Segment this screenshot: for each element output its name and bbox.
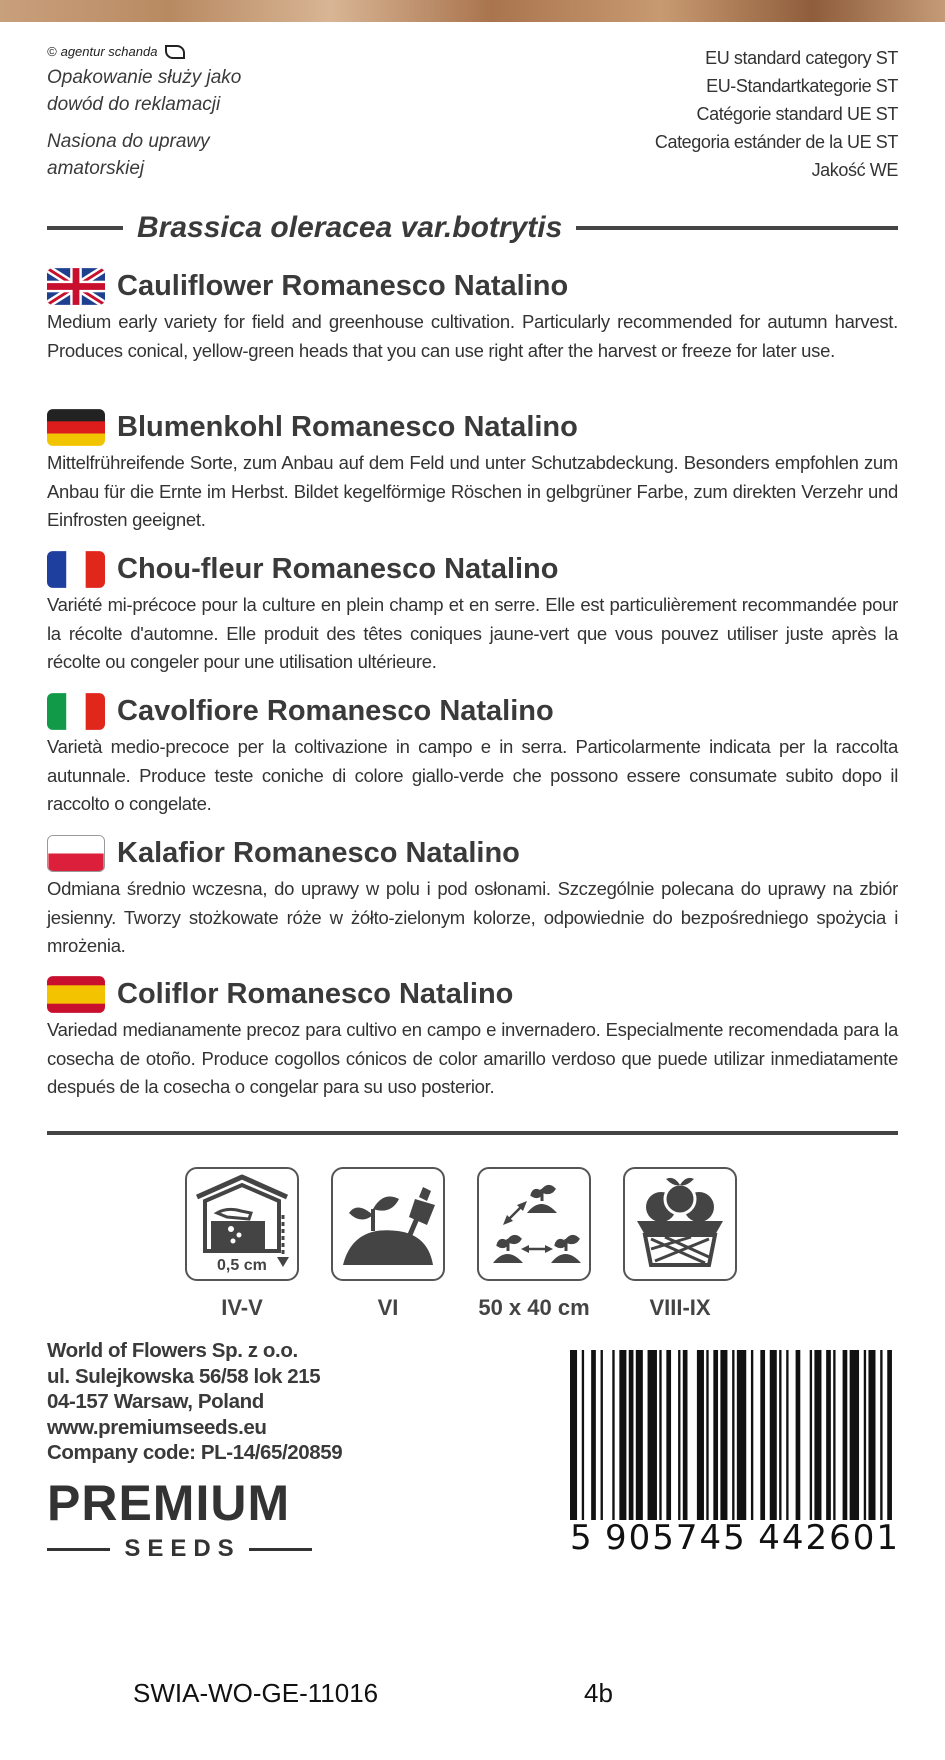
language-heading [47, 689, 898, 733]
language-description: Variété mi-précoce pour la culture en plein champ et en serre. Elle est particulièrement recommandée pour la récolte d'automne. Elle produit des têtes coniques jaune-vert que vous pouvez utiliser juste après la récolte ou congeler pour une utilisation ultérieure. [47, 594, 898, 672]
note-line: dowód do reklamacji [47, 94, 221, 115]
language-heading [47, 405, 898, 449]
plant-spacing-icon [477, 1167, 591, 1281]
language-description: Medium early variety for field and greenhouse cultivation. Particularly recommended for autumn harvest. Produces conical, yellow-green heads that you can use right after the harvest or freeze for later use. [47, 311, 898, 361]
barcode-bar [814, 1350, 821, 1520]
language-section-pl [47, 831, 898, 961]
eu-standard-notes [655, 44, 898, 184]
de-flag-icon [47, 409, 105, 446]
es-flag-icon [47, 976, 105, 1013]
divider-left [47, 226, 123, 230]
language-title: Blumenkohl Romanesco Natalino [117, 410, 578, 443]
barcode-bar [887, 1350, 892, 1520]
brand-logo-seeds: SEEDS [124, 1535, 241, 1562]
barcode-bar [843, 1350, 848, 1520]
language-section-it [47, 689, 898, 819]
section-divider [47, 1131, 898, 1135]
latin-name: Brassica oleracea var.botrytis [137, 211, 563, 244]
brand-logo-premium: PREMIUM [47, 1475, 291, 1531]
barcode-bar [612, 1350, 614, 1520]
brand-line-left [47, 1548, 110, 1551]
note-line: amatorskiej [47, 158, 145, 179]
barcode-bar [868, 1350, 875, 1520]
language-title: Coliflor Romanesco Natalino [117, 977, 514, 1010]
barcode-bar [678, 1350, 680, 1520]
barcode-bar [666, 1350, 671, 1520]
barcode-bar [582, 1350, 584, 1520]
barcode-bar [601, 1350, 603, 1520]
barcode-digits-right: 442601 [758, 1518, 900, 1558]
standard-line: EU-Standartkategorie ST [706, 76, 898, 96]
wood-texture-strip [0, 0, 945, 22]
barcode-bar [880, 1350, 882, 1520]
spacing-label: 50 x 40 cm [478, 1295, 590, 1320]
language-title: Cauliflower Romanesco Natalino [117, 269, 569, 302]
language-heading [47, 264, 898, 308]
barcode-bar [720, 1350, 727, 1520]
language-description: Odmiana średnio wczesna, do uprawy w polu i pod osłonami. Szczególnie polecana do uprawy na zbiór jesienny. Tworzy stożkowate róże w żółto-zielonym kolorze, odpowiednie do bezpośredniego spożycia i mrożenia. [47, 878, 898, 956]
language-description: Varietà medio-precoce per la coltivazione in campo e in serra. Particolarmente indicata per la raccolta autunnale. Produce teste coniche di colore giallo-verde che possono essere consumate subito dopo il raccolto o congelate. [47, 736, 898, 814]
uk-flag-icon [47, 268, 105, 305]
barcode-digits-left: 905745 [605, 1518, 747, 1558]
sowing-period-label: IV-V [221, 1295, 263, 1320]
standard-line: Catégorie standard UE ST [696, 104, 898, 124]
company-city: 04-157 Warsaw, Poland [47, 1390, 264, 1413]
language-heading [47, 831, 898, 875]
barcode-bar [760, 1350, 765, 1520]
barcode-bar [737, 1350, 746, 1520]
barcode-bar [786, 1350, 788, 1520]
barcode-bar [706, 1350, 708, 1520]
latin-name-row [47, 206, 898, 250]
harvest-period-label: VIII-IX [649, 1295, 711, 1320]
standard-line: EU standard category ST [705, 48, 898, 68]
leaf-logo-icon [165, 45, 185, 59]
it-flag-icon [47, 693, 105, 730]
sowing-depth-label: 0,5 cm [217, 1257, 267, 1274]
language-section-de [47, 405, 898, 535]
barcode-bar [570, 1350, 577, 1520]
barcode-bar [779, 1350, 781, 1520]
credit-text: agentur schanda [60, 44, 158, 59]
barcode-bar [864, 1350, 866, 1520]
amateur-note [47, 128, 210, 182]
language-title: Kalafior Romanesco Natalino [117, 836, 520, 869]
note-line: Nasiona do uprawy [47, 131, 210, 152]
barcode-bar [629, 1350, 634, 1520]
barcode-bar [732, 1350, 734, 1520]
brand-line-right [249, 1548, 312, 1551]
pl-flag-icon [47, 835, 105, 872]
language-section-en [47, 264, 898, 365]
language-section-fr [47, 547, 898, 677]
language-title: Cavolfiore Romanesco Natalino [117, 694, 554, 727]
note-line: Opakowanie służy jako [47, 67, 242, 88]
company-name: World of Flowers Sp. z o.o. [47, 1339, 298, 1362]
product-code: SWIA-WO-GE-11016 [133, 1678, 379, 1708]
barcode-bar [591, 1350, 596, 1520]
barcode-bar [770, 1350, 777, 1520]
barcode-bar [833, 1350, 835, 1520]
planting-seedling-icon [331, 1167, 445, 1281]
barcode-bar [850, 1350, 859, 1520]
variant-code: 4b [584, 1678, 613, 1708]
barcode-bar [648, 1350, 657, 1520]
barcode-digit-first: 5 [570, 1518, 594, 1558]
sowing-greenhouse-icon [185, 1167, 299, 1281]
barcode-bar [810, 1350, 812, 1520]
copyright-credit [47, 44, 185, 59]
barcode-digits [570, 1518, 900, 1558]
language-section-es [47, 972, 898, 1102]
company-website: www.premiumseeds.eu [47, 1415, 267, 1439]
language-title: Chou-fleur Romanesco Natalino [117, 552, 559, 585]
language-description: Mittelfrühreifende Sorte, zum Anbau auf dem Feld und unter Schutzabdeckung. Besonders empfohlen zum Anbau für die Ernte im Herbst. Bildet kegelförmige Röschen in gelbgrüner Farbe, zum direkten Verzehr und Einfrosten geeignet. [47, 452, 898, 530]
complaint-note [47, 64, 241, 118]
barcode-bar [796, 1350, 801, 1520]
barcode-bar [697, 1350, 704, 1520]
language-heading [47, 547, 898, 591]
barcode-bar [659, 1350, 661, 1520]
ean-barcode [570, 1350, 900, 1565]
company-code: Company code: PL-14/65/20859 [47, 1441, 343, 1464]
company-street: ul. Sulejkowska 56/58 lok 215 [47, 1364, 321, 1388]
barcode-bar [619, 1350, 626, 1520]
barcode-bar [636, 1350, 643, 1520]
harvest-basket-icon [623, 1167, 737, 1281]
language-description: Variedad medianamente precoz para cultivo en campo e invernadero. Especialmente recomendada para la cosecha de otoño. Produce cogollos cónicos de color amarillo verdoso que puede utilizar inmediatamente después de la cosecha o congelar para su uso posterior. [47, 1019, 898, 1097]
fr-flag-icon [47, 551, 105, 588]
standard-line: Jakość WE [811, 160, 898, 180]
standard-line: Categoria estánder de la UE ST [654, 132, 898, 152]
copyright-icon: © [47, 44, 57, 59]
barcode-bar [751, 1350, 753, 1520]
barcode-bar [826, 1350, 831, 1520]
brand-logo-seeds-row [47, 1535, 312, 1563]
divider-right [576, 226, 898, 230]
company-address [47, 1338, 342, 1466]
barcode-bar [713, 1350, 718, 1520]
planting-period-label: VI [377, 1295, 399, 1320]
language-heading [47, 972, 898, 1016]
barcode-bar [683, 1350, 688, 1520]
